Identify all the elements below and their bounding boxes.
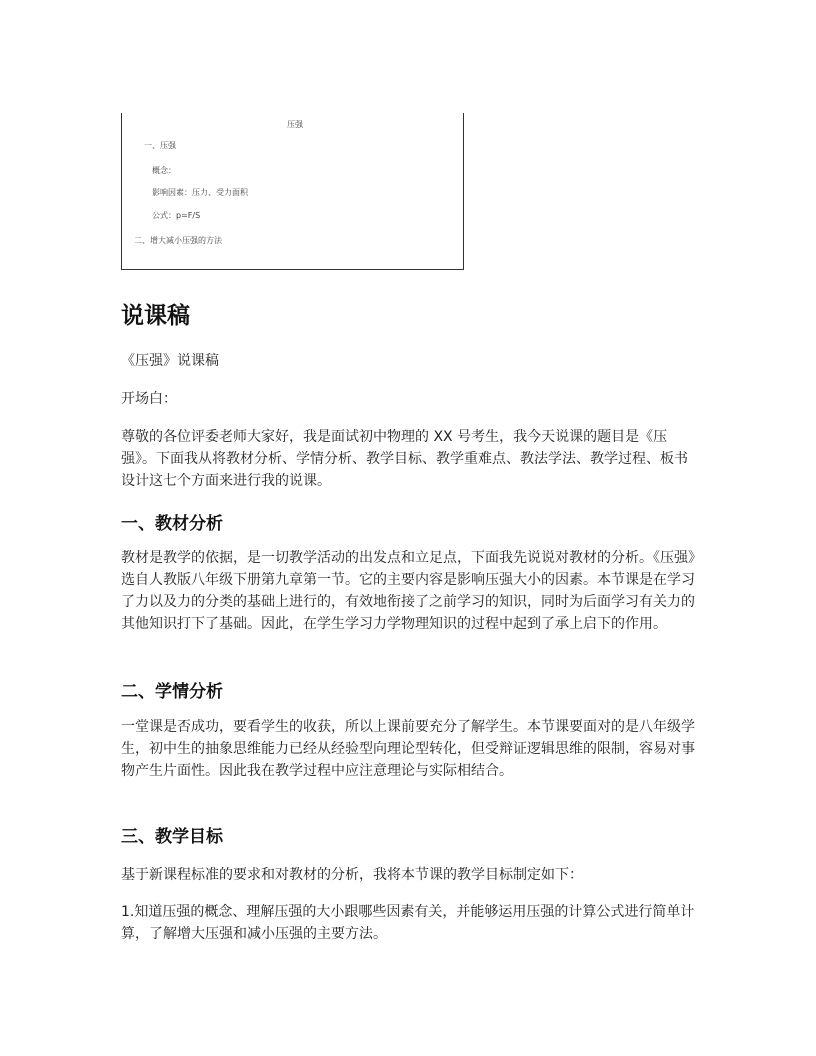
board-line-concept: 概念： bbox=[152, 166, 176, 175]
board-line-factors: 影响因素：压力、受力面积 bbox=[152, 188, 248, 197]
lesson-subtitle: 《压强》说课稿 bbox=[121, 353, 219, 369]
board-line-formula: 公式：p=F/S bbox=[152, 211, 201, 220]
blackboard-design-image bbox=[121, 113, 464, 270]
objective-item-1: 1.知道压强的概念、理解压强的大小跟哪些因素有关，并能够运用压强的计算公式进行简单计算，了解增大压强和减小压强的主要方法。 bbox=[121, 904, 695, 942]
section-heading-objectives: 三、教学目标 bbox=[121, 827, 223, 847]
opening-paragraph: 尊敬的各位评委老师大家好，我是面试初中物理的 XX 号考生，我今天说课的题目是《压强》。下面我从将教材分析、学情分析、教学目标、教学重难点、教法学法、教学过程、板书设计这七个方面来进行我的说课。 bbox=[121, 429, 688, 489]
board-line-title: 压强 bbox=[287, 120, 303, 129]
section-heading-material: 一、教材分析 bbox=[121, 514, 223, 534]
section-paragraph-students: 一堂课是否成功，要看学生的收获，所以上课前要充分了解学生。本节课要面对的是八年级学生，初中生的抽象思维能力已经从经验型向理论型转化，但受辩证逻辑思维的限制，容易对事物产生片面性。因此我在教学过程中应注意理论与实际相结合。 bbox=[121, 719, 695, 779]
page-title: 说课稿 bbox=[121, 303, 190, 329]
opening-label: 开场白： bbox=[121, 391, 177, 407]
board-line-section-1: 一、压强 bbox=[144, 141, 176, 150]
section-heading-students: 二、学情分析 bbox=[121, 682, 223, 702]
section-paragraph-objectives: 基于新课程标准的要求和对教材的分析，我将本节课的教学目标制定如下： bbox=[121, 867, 583, 883]
board-line-section-2: 二、增大减小压强的方法 bbox=[134, 236, 222, 245]
section-paragraph-material: 教材是教学的依据，是一切教学活动的出发点和立足点，下面我先说说对教材的分析。《压强》选自人教版八年级下册第九章第一节。它的主要内容是影响压强大小的因素。本节课是在学习了力以及力的分类的基础上进行的，有效地衔接了之前学习的知识，同时为后面学习有关力的其他知识打下了基础。因此，在学生学习力学物理知识的过程中起到了承上启下的作用。 bbox=[121, 550, 695, 632]
